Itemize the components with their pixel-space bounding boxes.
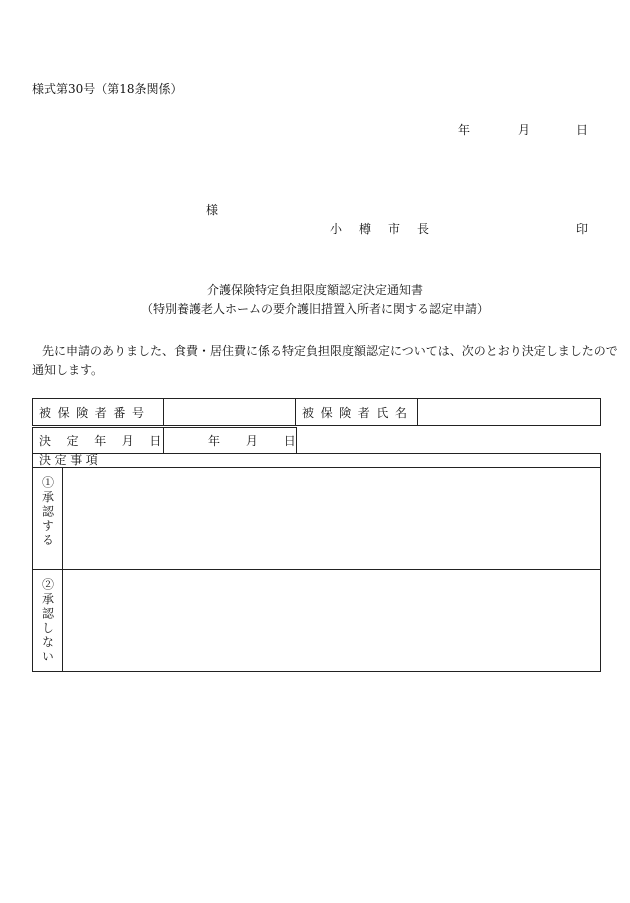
date-month-label: 月 xyxy=(518,123,531,137)
decision-date-table xyxy=(32,427,297,454)
seal-mark: 印 xyxy=(576,222,589,236)
decision-date-day: 日 xyxy=(283,434,296,448)
reject-label-cell xyxy=(33,570,63,672)
reject-label: ②承認しない xyxy=(40,578,55,665)
decision-date-field[interactable] xyxy=(164,428,297,454)
insured-number-label: 被保険者番号 xyxy=(33,399,164,426)
addressee-suffix: 様 xyxy=(206,203,219,217)
form-number: 様式第30号（第18条関係） xyxy=(32,82,183,96)
issuer-name: 小 樽 市 長 xyxy=(330,222,436,236)
decision-items-table xyxy=(32,453,601,672)
body-text-line2: 通知します。 xyxy=(32,363,104,377)
decision-date-year: 年 xyxy=(208,434,221,448)
decision-items-label: 決定事項 xyxy=(33,454,601,468)
approve-label: ①承認する xyxy=(40,476,55,548)
decision-date-label: 決定年月日 xyxy=(33,428,164,454)
date-year-label: 年 xyxy=(458,123,471,137)
info-table xyxy=(32,398,601,426)
insured-number-field[interactable] xyxy=(164,399,296,426)
insured-name-label: 被保険者氏名 xyxy=(296,399,418,426)
approve-label-cell xyxy=(33,468,63,570)
date-day-label: 日 xyxy=(576,123,589,137)
reject-content-field[interactable] xyxy=(63,570,601,672)
body-text-line1: 先に申請のありました、食費・居住費に係る特定負担限度額認定については、次のとおり決定しましたので xyxy=(42,344,618,358)
document-subtitle: （特別養護老人ホームの要介護旧措置入所者に関する認定申請） xyxy=(140,302,489,316)
approve-content-field[interactable] xyxy=(63,468,601,570)
decision-date-month: 月 xyxy=(245,434,258,448)
insured-name-field[interactable] xyxy=(418,399,601,426)
document-title: 介護保険特定負担限度額認定決定通知書 xyxy=(206,283,423,297)
